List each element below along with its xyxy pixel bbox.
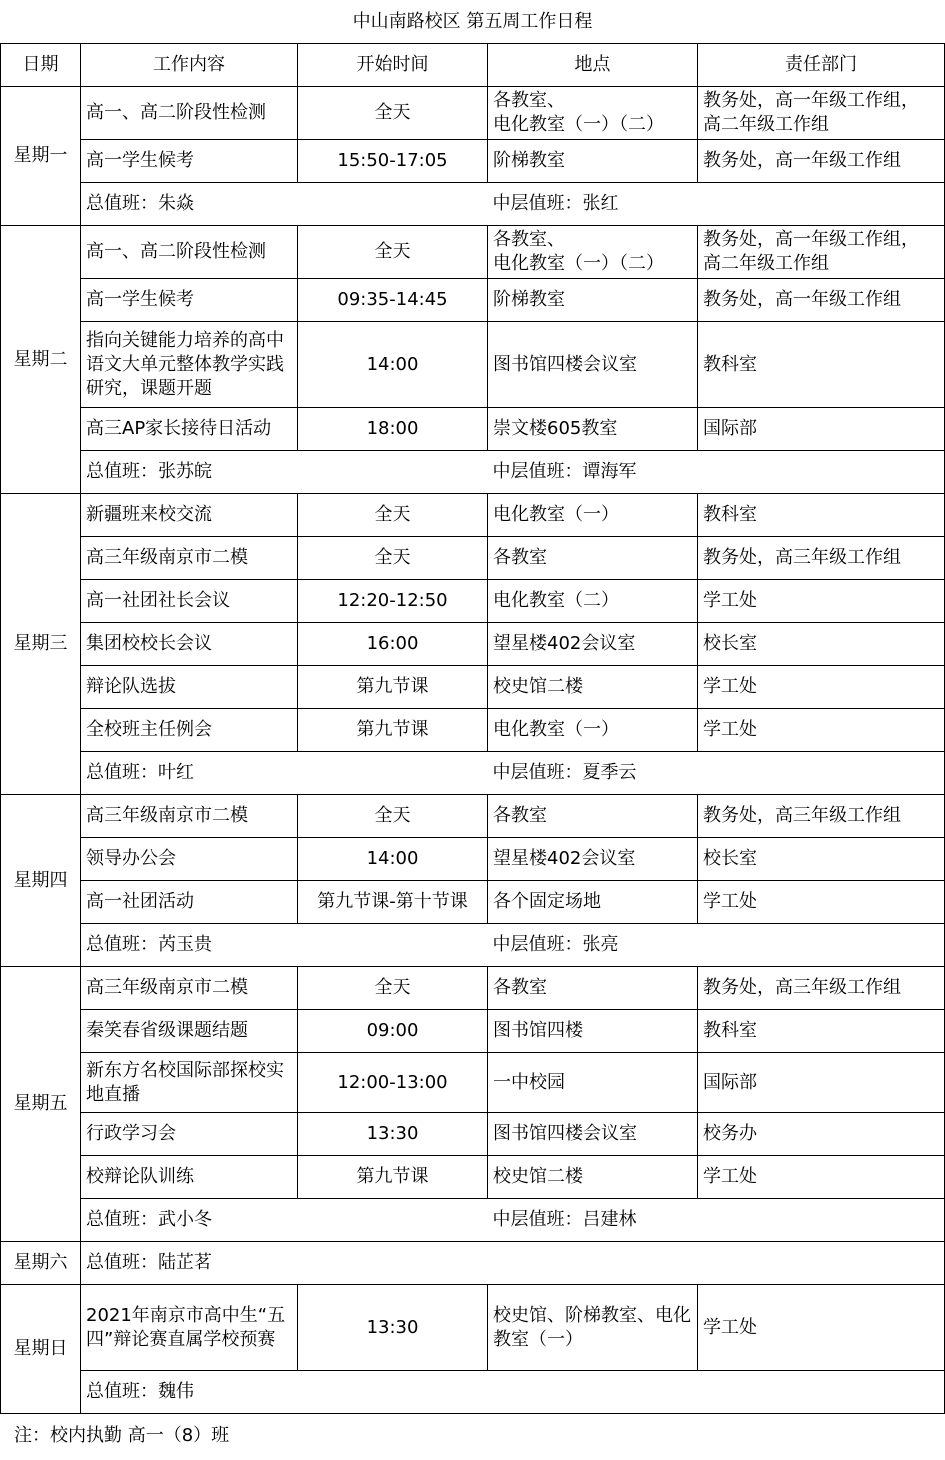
day-cell: 星期日: [1, 1285, 81, 1414]
day-cell: 星期三: [1, 494, 81, 795]
content-cell: 指向关键能力培养的高中语文大单元整体教学实践研究，课题开题: [81, 322, 298, 408]
place-cell: 阶梯教室: [488, 140, 698, 183]
content-cell: 行政学习会: [81, 1113, 298, 1156]
schedule-row: [1, 709, 945, 752]
place-cell: 望星楼402会议室: [488, 838, 698, 881]
time-cell: 全天: [298, 967, 488, 1010]
time-cell: 13:30: [298, 1285, 488, 1371]
duty-row: [1, 924, 945, 967]
content-cell: 秦笑春省级课题结题: [81, 1010, 298, 1053]
dept-cell: 教务处，高三年级工作组: [698, 537, 945, 580]
place-cell: 校史馆二楼: [488, 666, 698, 709]
content-cell: 高一学生候考: [81, 279, 298, 322]
schedule-row: [1, 226, 945, 279]
day-cell: 星期二: [1, 226, 81, 494]
place-cell: 各个固定场地: [488, 881, 698, 924]
day-cell: 星期一: [1, 87, 81, 226]
place-cell: 各教室: [488, 537, 698, 580]
content-cell: 高一社团社长会议: [81, 580, 298, 623]
content-cell: 高三年级南京市二模: [81, 537, 298, 580]
place-cell: 校史馆、阶梯教室、电化教室（一）: [488, 1285, 698, 1371]
time-cell: 14:00: [298, 838, 488, 881]
place-cell: 电化教室（二）: [488, 580, 698, 623]
content-cell: 领导办公会: [81, 838, 298, 881]
middle-duty-cell: 中层值班：夏季云: [488, 752, 945, 795]
dept-cell: 学工处: [698, 580, 945, 623]
footer-note: 注：校内执勤 高一（8）班: [14, 1425, 230, 1446]
time-cell: 第九节课-第十节课: [298, 881, 488, 924]
place-cell: 电化教室（一）: [488, 709, 698, 752]
content-cell: 高三AP家长接待日活动: [81, 408, 298, 451]
place-cell: 各教室、 电化教室（一）（二）: [488, 87, 698, 140]
dept-cell: 校长室: [698, 623, 945, 666]
schedule-row: [1, 666, 945, 709]
content-cell: 校辩论队训练: [81, 1156, 298, 1199]
schedule-row: [1, 140, 945, 183]
schedule-row: [1, 795, 945, 838]
content-cell: 高三年级南京市二模: [81, 795, 298, 838]
middle-duty-cell: 中层值班：吕建林: [488, 1199, 945, 1242]
dept-cell: 校务办: [698, 1113, 945, 1156]
schedule-row: [1, 408, 945, 451]
time-cell: 12:20-12:50: [298, 580, 488, 623]
time-cell: 18:00: [298, 408, 488, 451]
page-title: 中山南路校区 第五周工作日程: [352, 11, 593, 32]
schedule-row: [1, 494, 945, 537]
duty-row: [1, 451, 945, 494]
schedule-row: [1, 838, 945, 881]
time-cell: 全天: [298, 87, 488, 140]
dept-cell: 教科室: [698, 494, 945, 537]
day-cell: 星期六: [1, 1242, 81, 1285]
dept-cell: 学工处: [698, 1156, 945, 1199]
content-cell: 高一社团活动: [81, 881, 298, 924]
duty-cell: 总值班：武小冬: [81, 1199, 488, 1242]
time-cell: 09:00: [298, 1010, 488, 1053]
header-date: 日期: [1, 44, 81, 87]
place-cell: 崇文楼605教室: [488, 408, 698, 451]
dept-cell: 学工处: [698, 709, 945, 752]
dept-cell: 教务处，高一年级工作组: [698, 140, 945, 183]
duty-cell: 总值班：朱焱: [81, 183, 488, 226]
schedule-row: [1, 881, 945, 924]
content-cell: 辩论队选拔: [81, 666, 298, 709]
content-cell: 高一、高二阶段性检测: [81, 226, 298, 279]
time-cell: 全天: [298, 494, 488, 537]
time-cell: 全天: [298, 795, 488, 838]
day-cell: 星期五: [1, 967, 81, 1242]
content-cell: 高一、高二阶段性检测: [81, 87, 298, 140]
place-cell: 望星楼402会议室: [488, 623, 698, 666]
middle-duty-cell: 中层值班：谭海军: [488, 451, 945, 494]
duty-cell: 总值班：魏伟: [81, 1371, 488, 1414]
time-cell: 第九节课: [298, 666, 488, 709]
middle-duty-cell: 中层值班：张亮: [488, 924, 945, 967]
schedule-row: [1, 1113, 945, 1156]
schedule-row: [1, 87, 945, 140]
duty-row: [1, 752, 945, 795]
dept-cell: 教务处，高一年级工作组， 高二年级工作组: [698, 87, 945, 140]
middle-duty-cell: [488, 1242, 945, 1285]
time-cell: 09:35-14:45: [298, 279, 488, 322]
place-cell: 各教室: [488, 967, 698, 1010]
time-cell: 第九节课: [298, 709, 488, 752]
schedule-row: [1, 967, 945, 1010]
place-cell: 各教室、 电化教室（一）（二）: [488, 226, 698, 279]
time-cell: 全天: [298, 226, 488, 279]
time-cell: 16:00: [298, 623, 488, 666]
dept-cell: 国际部: [698, 408, 945, 451]
time-cell: 第九节课: [298, 1156, 488, 1199]
duty-cell: 总值班：陆芷茗: [81, 1242, 488, 1285]
content-cell: 新东方名校国际部探校实地直播: [81, 1053, 298, 1113]
header-dept: 责任部门: [698, 44, 945, 87]
duty-row: [1, 1199, 945, 1242]
dept-cell: 教务处，高一年级工作组， 高二年级工作组: [698, 226, 945, 279]
duty-cell: 总值班：张苏皖: [81, 451, 488, 494]
dept-cell: 国际部: [698, 1053, 945, 1113]
schedule-table: [0, 43, 945, 1414]
duty-row: [1, 1371, 945, 1414]
time-cell: 14:00: [298, 322, 488, 408]
dept-cell: 教务处，高三年级工作组: [698, 795, 945, 838]
content-cell: 高一学生候考: [81, 140, 298, 183]
duty-cell: 总值班：芮玉贵: [81, 924, 488, 967]
schedule-row: [1, 623, 945, 666]
header-row: [1, 44, 945, 87]
place-cell: 阶梯教室: [488, 279, 698, 322]
middle-duty-cell: 中层值班：张红: [488, 183, 945, 226]
schedule-row: [1, 580, 945, 623]
header-content: 工作内容: [81, 44, 298, 87]
time-cell: 全天: [298, 537, 488, 580]
duty-row: [1, 183, 945, 226]
schedule-row: [1, 279, 945, 322]
place-cell: 各教室: [488, 795, 698, 838]
duty-cell: 总值班：叶红: [81, 752, 488, 795]
place-cell: 图书馆四楼: [488, 1010, 698, 1053]
time-cell: 15:50-17:05: [298, 140, 488, 183]
dept-cell: 教务处，高一年级工作组: [698, 279, 945, 322]
place-cell: 图书馆四楼会议室: [488, 322, 698, 408]
dept-cell: 校长室: [698, 838, 945, 881]
place-cell: 电化教室（一）: [488, 494, 698, 537]
schedule-row: [1, 1156, 945, 1199]
schedule-row: [1, 537, 945, 580]
dept-cell: 教务处，高三年级工作组: [698, 967, 945, 1010]
dept-cell: 学工处: [698, 881, 945, 924]
schedule-row: [1, 1053, 945, 1113]
dept-cell: 学工处: [698, 1285, 945, 1371]
place-cell: 图书馆四楼会议室: [488, 1113, 698, 1156]
content-cell: 新疆班来校交流: [81, 494, 298, 537]
content-cell: 全校班主任例会: [81, 709, 298, 752]
header-place: 地点: [488, 44, 698, 87]
schedule-row: [1, 1285, 945, 1371]
dept-cell: 学工处: [698, 666, 945, 709]
content-cell: 高三年级南京市二模: [81, 967, 298, 1010]
header-time: 开始时间: [298, 44, 488, 87]
place-cell: 一中校园: [488, 1053, 698, 1113]
day-cell: 星期四: [1, 795, 81, 967]
schedule-row: [1, 322, 945, 408]
time-cell: 13:30: [298, 1113, 488, 1156]
dept-cell: 教科室: [698, 1010, 945, 1053]
middle-duty-cell: [488, 1371, 945, 1414]
schedule-row: [1, 1010, 945, 1053]
content-cell: 2021年南京市高中生“五四”辩论赛直属学校预赛: [81, 1285, 298, 1371]
content-cell: 集团校校长会议: [81, 623, 298, 666]
dept-cell: 教科室: [698, 322, 945, 408]
duty-row: [1, 1242, 945, 1285]
time-cell: 12:00-13:00: [298, 1053, 488, 1113]
place-cell: 校史馆二楼: [488, 1156, 698, 1199]
